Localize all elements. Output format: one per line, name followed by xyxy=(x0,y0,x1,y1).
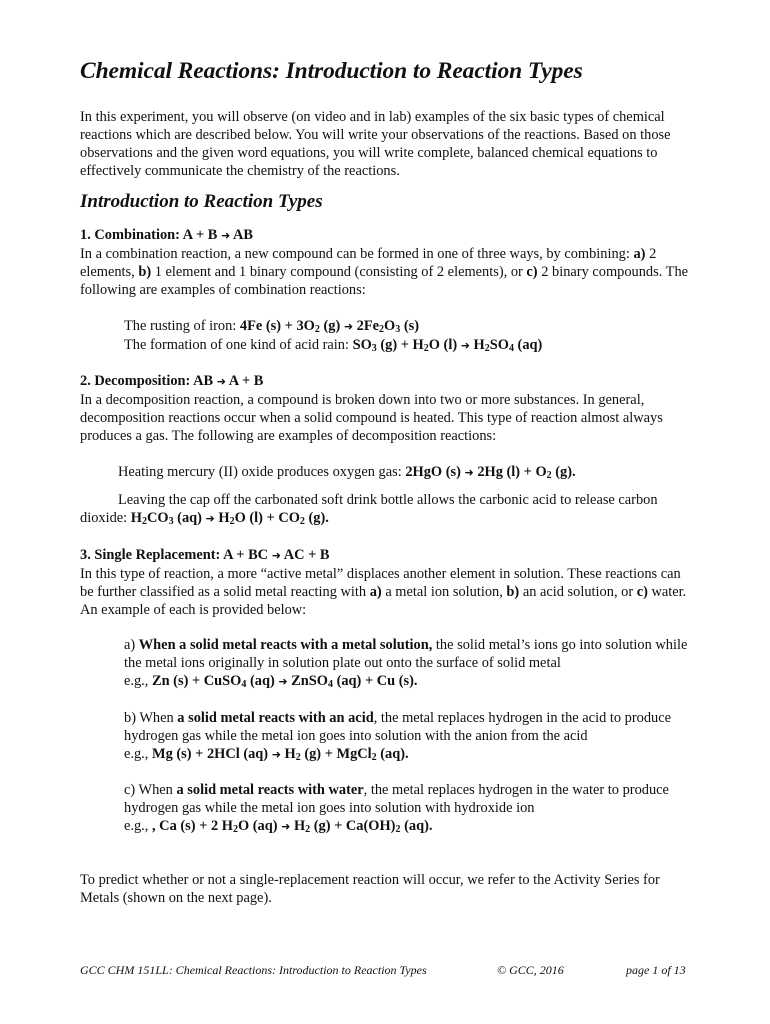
case-a-equation: e.g., Zn (s) + CuSO$_4$ (aq) ➜ ZnSO$_4$ (aq) + Cu (s). xyxy=(124,673,418,690)
document-page xyxy=(80,0,700,1024)
arrow-icon: ➜ xyxy=(460,339,470,352)
arrow-icon: ➜ xyxy=(281,820,291,833)
decomposition-heading: 2. Decomposition: AB ➜ A + B xyxy=(80,373,264,389)
section-heading: Introduction to Reaction Types xyxy=(80,191,323,212)
decomposition-example-1: Heating mercury (II) oxide produces oxygen gas: 2HgO (s) ➜ 2Hg $(l) + O_2$ (g). xyxy=(118,464,576,481)
arrow-icon: ➜ xyxy=(271,549,281,562)
case-b-equation: e.g., Mg (s) + 2HCl (aq) ➜ $H_2$ (g) + MgCl$_2$ (aq). xyxy=(124,746,409,763)
combination-description: In a combination reaction, a new compound can be formed in one of three ways, by combining: a) 2 elements, b) 1 element and 1 binary compound (consisting of 2 elements), or c) 2 binary compounds. The following are examples of combination reactions: xyxy=(80,246,689,298)
decomposition-section xyxy=(80,372,692,445)
arrow-icon: ➜ xyxy=(464,466,474,479)
combination-example-2: The formation of one kind of acid rain: $SO_3$ $(g) + H_2O$ (l) ➜ $H_2SO_4$ (aq) xyxy=(124,337,543,354)
case-c-water: c) When a solid metal reacts with water, the metal replaces hydrogen in the water to produce hydrogen gas while the metal ion goes into solution with hydroxide ion e.g., , Ca (s) + 2 $H_2O$ (aq) ➜ $H_2$ $(g) + Ca(OH)_2$ (aq). xyxy=(124,781,694,836)
single-replacement-heading: 3. Single Replacement: A + BC ➜ AC + B xyxy=(80,547,330,563)
case-b-acid: b) When a solid metal reacts with an acid, the metal replaces hydrogen in the acid to produce hydrogen gas while the metal ion goes into solution with the anion from the acid e.g., Mg (s) + 2HCl (aq) ➜ $H_2$ (g) + MgCl$_2$ (aq). xyxy=(124,709,694,764)
footer-copyright: © GCC, 2016 xyxy=(497,963,564,977)
page-footer xyxy=(80,963,690,978)
arrow-icon: ➜ xyxy=(216,375,226,388)
single-replacement-description: In this type of reaction, a more “active metal” displaces another element in solution. These reactions can be further classified as a solid metal reacting with a) a metal ion solution, b) an acid solution, or c) water. An example of each is provided below: xyxy=(80,566,687,618)
footer-page-number: page 1 of 13 xyxy=(626,963,686,977)
intro-paragraph: In this experiment, you will observe (on video and in lab) examples of the six basic types of chemical reactions which are described below. You will write your observations of the reactions. Based on those observations and the given word equations, you will write complete, balanced chemical equations to effectively communicate the chemistry of the reactions. xyxy=(80,109,671,179)
footer-course: GCC CHM 151LL: Chemical Reactions: Introduction to Reaction Types xyxy=(80,963,427,977)
arrow-icon: ➜ xyxy=(205,512,215,525)
arrow-icon: ➜ xyxy=(220,229,231,242)
combination-examples xyxy=(124,317,694,355)
single-replacement-section xyxy=(80,546,692,619)
combination-section xyxy=(80,226,692,299)
case-a-metal-solution: a) When a solid metal reacts with a metal solution, the solid metal’s ions go into solution while the metal ions originally in solution plate out onto the surface of solid metal e.g., Zn (s) + CuSO$_4$ (aq) ➜ ZnSO$_4$ (aq) + Cu (s). xyxy=(124,636,694,691)
arrow-icon: ➜ xyxy=(278,675,288,688)
combination-heading: 1. Combination: A + B ➜ AB xyxy=(80,227,253,243)
combination-example-1: The rusting of iron: 4Fe $(s) + 3O_2$ (g) ➜ $2Fe_2O_3$ (s) xyxy=(124,318,420,335)
case-c-equation: e.g., , Ca (s) + 2 $H_2O$ (aq) ➜ $H_2$ $(g) + Ca(OH)_2$ (aq). xyxy=(124,818,433,835)
decomposition-description: In a decomposition reaction, a compound is broken down into two or more substances. In general, decomposition reactions occur when a solid compound is heated. This type of reaction almost always produces a gas. The following are examples of decomposition reactions: xyxy=(80,392,663,444)
arrow-icon: ➜ xyxy=(271,748,281,761)
arrow-icon: ➜ xyxy=(343,320,354,333)
closing-paragraph: To predict whether or not a single-replacement reaction will occur, we refer to the Activity Series for Metals (shown on the next page). xyxy=(80,872,660,906)
decomposition-example-2: Leaving the cap off the carbonated soft drink bottle allows the carbonic acid to release carbon dioxide: $H_2CO_3$ (aq) ➜ $H_2O$ $(l) + CO_2$ (g). xyxy=(80,492,658,527)
page-title: Chemical Reactions: Introduction to Reaction Types xyxy=(80,58,583,84)
